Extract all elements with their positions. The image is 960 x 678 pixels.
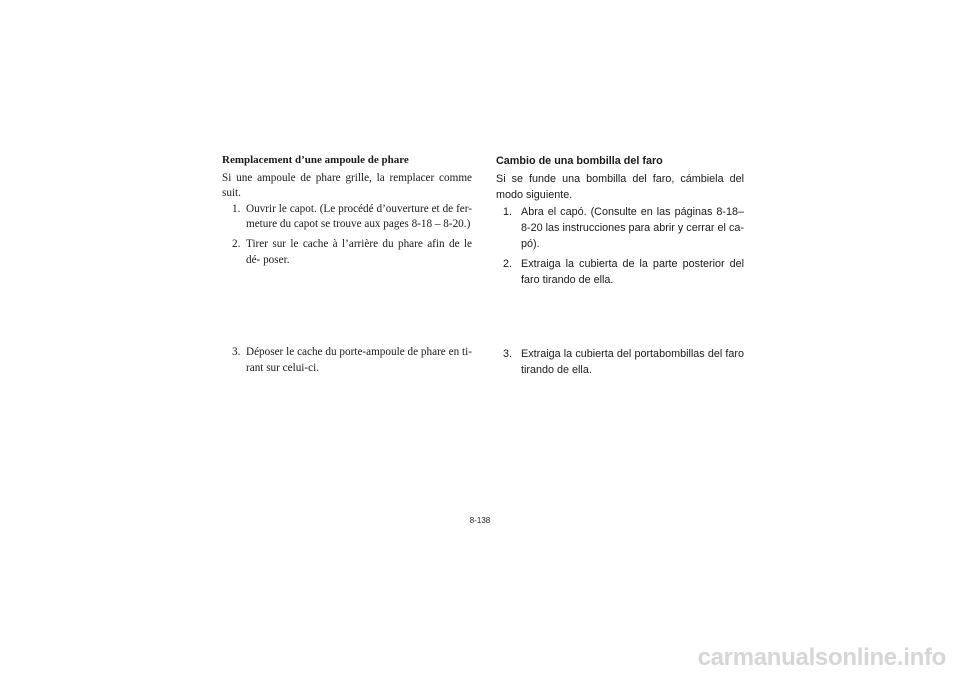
step-text: Tirer sur le cache à l’arrière du phare afin de le dé- poser. [246, 237, 472, 266]
step-number: 3. [503, 348, 513, 360]
french-steps [222, 202, 472, 268]
spanish-steps-lower [496, 346, 744, 378]
french-step-1 [222, 202, 472, 233]
spanish-step-2 [496, 256, 744, 288]
french-steps-lower [222, 345, 472, 376]
french-column [222, 153, 472, 272]
step-number: 2. [503, 258, 513, 271]
step-number: 1. [503, 205, 513, 218]
spanish-column [496, 153, 744, 293]
step-text: Ouvrir le capot. (Le procédé d’ouverture et de fer- meture du capot se trouve aux pages 8-18 – 8-20.) [246, 202, 472, 231]
spanish-column-lower [496, 346, 744, 382]
step-number: 3. [232, 346, 241, 358]
step-text: Extraiga la cubierta de la parte posterior del faro tirando de ella. [521, 258, 744, 287]
spanish-step-3 [496, 346, 744, 378]
step-text: Déposer le cache du porte-ampoule de phare en ti- rant sur celui-ci. [246, 346, 472, 374]
spanish-intro: Si se funde una bombilla del faro, cámbiela del modo siguiente. [496, 173, 744, 202]
step-text: Extraiga la cubierta del portabombillas del faro tirando de ella. [521, 348, 744, 377]
page-number: 8-138 [469, 516, 491, 525]
spanish-heading: Cambio de una bombilla del faro [496, 155, 663, 167]
french-step-2 [222, 237, 472, 268]
watermark-logo: carmanualsonline.info [697, 644, 946, 671]
step-text: Abra el capó. (Consulte en las páginas 8-18– 8-20 las instrucciones para abrir y cerrar el ca- pó). [521, 205, 744, 251]
french-heading: Remplacement d’une ampoule de phare [222, 154, 409, 166]
french-column-lower [222, 345, 472, 380]
spanish-steps [496, 204, 744, 289]
step-number: 1. [232, 202, 241, 215]
french-intro: Si une ampoule de phare grille, la remplacer comme suit. [222, 171, 472, 200]
spanish-step-1 [496, 204, 744, 253]
step-number: 2. [232, 237, 241, 250]
french-step-3 [222, 345, 472, 376]
